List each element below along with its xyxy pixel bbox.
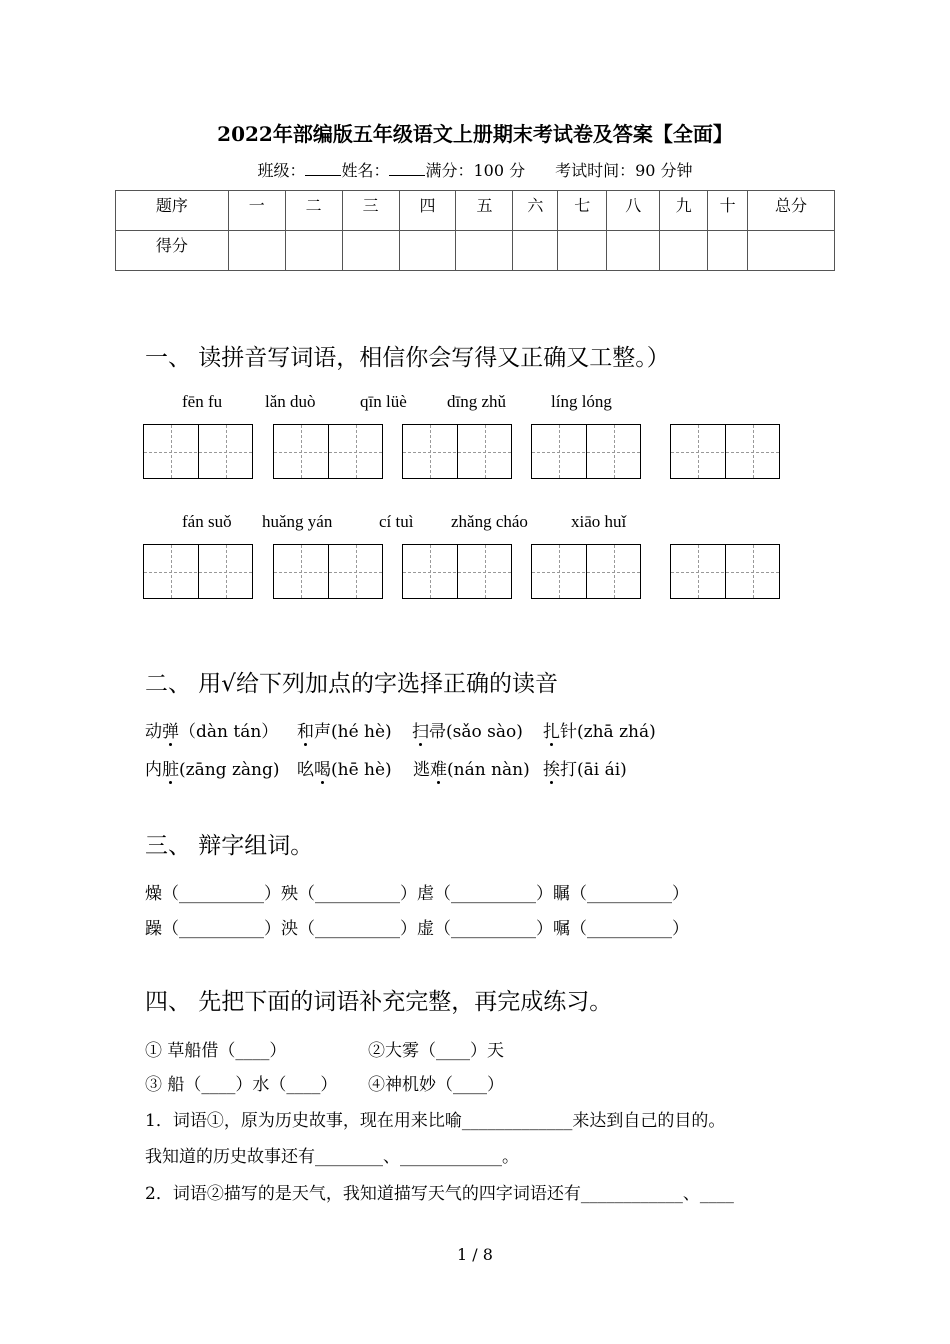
- writing-box[interactable]: [402, 424, 512, 479]
- writing-box[interactable]: [531, 424, 641, 479]
- name-label: 姓名：: [341, 161, 390, 180]
- pinyin-label: líng lóng: [551, 392, 612, 411]
- idiom-item[interactable]: ③ 船（____）水（____）: [145, 1075, 338, 1095]
- writing-box[interactable]: [143, 544, 253, 599]
- score-cell: [660, 231, 708, 271]
- score-cell: [228, 231, 285, 271]
- reading-item[interactable]: 和声(hé hè): [297, 717, 392, 742]
- score-cell: [708, 231, 748, 271]
- exam-time-label: 考试时间：90 分钟: [555, 161, 693, 180]
- table-header-cell: 题序: [116, 191, 229, 231]
- section2-title: 二、 用√给下列加点的字选择正确的读音: [145, 671, 558, 697]
- table-header-cell: 四: [399, 191, 456, 231]
- page-title: 2022年部编版五年级语文上册期末考试卷及答案【全面】: [217, 122, 733, 146]
- score-table: [115, 190, 835, 271]
- dotted-char: 扫: [412, 717, 429, 742]
- class-label: 班级：: [257, 161, 306, 180]
- writing-box[interactable]: [670, 544, 780, 599]
- pinyin-label: dīng zhǔ: [447, 392, 507, 411]
- writing-box[interactable]: [273, 424, 383, 479]
- reading-item[interactable]: 吆喝(hē hè): [297, 755, 392, 780]
- score-row-label: 得分: [116, 231, 229, 271]
- score-cell: [342, 231, 399, 271]
- pinyin-label: qīn lüè: [360, 392, 407, 411]
- pinyin-label: huǎng yán: [262, 512, 333, 531]
- table-header-cell: 八: [607, 191, 660, 231]
- class-blank: [305, 161, 341, 176]
- dotted-char: 弹: [162, 717, 179, 742]
- idiom-item[interactable]: ① 草船借（____）: [145, 1041, 287, 1061]
- question-1-followup[interactable]: 我知道的历史故事还有________、____________。: [145, 1147, 519, 1167]
- dotted-char: 扎: [543, 717, 560, 742]
- score-cell: [558, 231, 607, 271]
- question-1[interactable]: 1．词语①，原为历史故事，现在用来比喻_____________来达到自己的目的。: [145, 1111, 726, 1131]
- table-header-cell: 三: [342, 191, 399, 231]
- table-header-cell: 九: [660, 191, 708, 231]
- section3-title: 三、 辩字组词。: [145, 833, 314, 859]
- pinyin-label: lǎn duò: [265, 392, 316, 411]
- word-group-line[interactable]: 躁（__________）泱（__________）虚（__________）嘱（__________）: [145, 919, 689, 939]
- dotted-char: 难: [430, 755, 447, 780]
- question-2[interactable]: 2．词语②描写的是天气，我知道描写天气的四字词语还有____________、____: [145, 1184, 734, 1204]
- section4-title: 四、 先把下面的词语补充完整，再完成练习。: [145, 989, 613, 1015]
- page-number: 1 / 8: [457, 1245, 493, 1264]
- score-cell: [456, 231, 513, 271]
- dotted-char: 喝: [314, 755, 331, 780]
- writing-box[interactable]: [670, 424, 780, 479]
- table-header-cell: 七: [558, 191, 607, 231]
- reading-item[interactable]: 扫帚(sǎo sào): [412, 717, 523, 742]
- score-cell: [285, 231, 342, 271]
- writing-box[interactable]: [143, 424, 253, 479]
- name-blank: [389, 161, 425, 176]
- score-cell: [748, 231, 835, 271]
- table-header-cell: 一: [228, 191, 285, 231]
- score-table-score-row: [116, 231, 835, 271]
- table-header-cell: 总分: [748, 191, 835, 231]
- section1-title: 一、 读拼音写词语，相信你会写得又正确又工整。）: [145, 345, 670, 371]
- score-cell: [607, 231, 660, 271]
- table-header-cell: 五: [456, 191, 513, 231]
- writing-box[interactable]: [402, 544, 512, 599]
- pinyin-label: zhǎng cháo: [451, 512, 528, 531]
- pinyin-label: fán suǒ: [182, 512, 232, 531]
- dotted-char: 挨: [543, 755, 560, 780]
- word-group-line[interactable]: 燥（__________）殃（__________）虐（__________）瞩（__________）: [145, 884, 689, 904]
- exam-info: [0, 158, 950, 181]
- pinyin-label: xiāo huǐ: [571, 512, 627, 531]
- score-cell: [513, 231, 558, 271]
- dotted-char: 脏: [162, 755, 179, 780]
- idiom-item[interactable]: ④神机妙（____）: [368, 1075, 504, 1095]
- table-header-cell: 二: [285, 191, 342, 231]
- full-score-label: 满分：100 分: [425, 161, 526, 180]
- reading-item[interactable]: 扎针(zhā zhá): [543, 717, 656, 742]
- table-header-cell: 六: [513, 191, 558, 231]
- dotted-char: 和: [297, 717, 314, 742]
- table-header-cell: 十: [708, 191, 748, 231]
- reading-item[interactable]: 挨打(āi ái): [543, 755, 627, 780]
- reading-item[interactable]: 动弹（dàn tán）: [145, 717, 278, 742]
- score-cell: [399, 231, 456, 271]
- writing-box[interactable]: [531, 544, 641, 599]
- idiom-item[interactable]: ②大雾（____）天: [368, 1041, 504, 1061]
- pinyin-label: fēn fu: [182, 392, 223, 411]
- pinyin-label: cí tuì: [379, 512, 414, 531]
- reading-item[interactable]: 逃难(nán nàn): [413, 755, 530, 780]
- writing-box[interactable]: [273, 544, 383, 599]
- score-table-header-row: [116, 191, 835, 231]
- reading-item[interactable]: 内脏(zāng zàng): [145, 755, 280, 780]
